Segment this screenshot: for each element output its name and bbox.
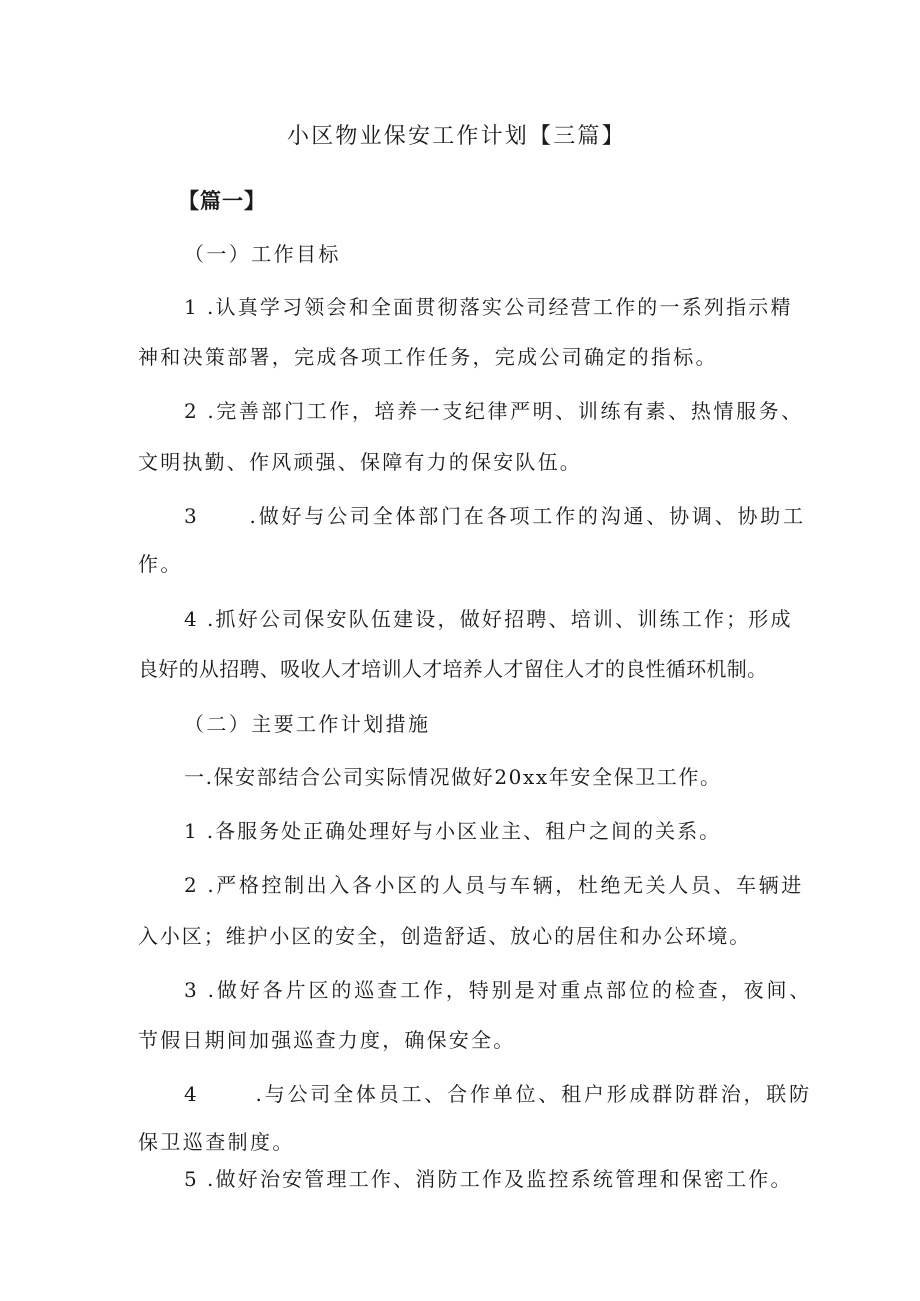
- measure-item-2-line1: .严格控制出入各小区的人员与车辆，杜绝无关人员、车辆进: [207, 873, 804, 897]
- measure-item-2-number: 2: [184, 873, 200, 897]
- measure-item-4-line1: .与公司全体员工、合作单位、租户形成群防群治，联防: [255, 1082, 812, 1106]
- goal-item-4-line1: .抓好公司保安队伍建设，做好招聘、培训、训练工作；形成: [206, 607, 793, 631]
- goal-item-3-number: 3: [184, 504, 200, 528]
- measure-item-4: [184, 1080, 812, 1108]
- goal-item-2-line2: 文明执勤、作风顽强、保障有力的保安队伍。: [138, 450, 582, 474]
- goal-item-4-number: 4: [184, 607, 199, 631]
- goal-item-3-line1: .做好与公司全体部门在各项工作的沟通、协调、协助工: [249, 504, 806, 528]
- measure-item-3-number: 3: [184, 978, 200, 1002]
- part1-heading: （一）工作目标: [184, 242, 341, 266]
- measure-item-4-line2: 保卫巡查制度。: [138, 1130, 295, 1154]
- goal-item-1: [184, 293, 793, 321]
- measure-item-2-line2: 入小区；维护小区的安全，创造舒适、放心的居住和办公环境。: [138, 924, 752, 948]
- measure-item-5-line1: .做好治安管理工作、消防工作及监控系统管理和保密工作。: [206, 1167, 793, 1191]
- measure-item-2: [184, 871, 804, 899]
- measure-item-1-line1: .各服务处正确处理好与小区业主、租户之间的关系。: [206, 819, 722, 843]
- goal-item-1-line2: 神和决策部署，完成各项工作任务，完成公司确定的指标。: [138, 345, 718, 369]
- goal-item-2: [184, 397, 804, 425]
- goal-item-3: [184, 502, 806, 530]
- measure-item-5: [184, 1165, 793, 1193]
- section-heading: 【篇一】: [178, 188, 266, 213]
- measure-item-1-number: 1: [184, 819, 199, 843]
- goal-item-4-line2: 良好的从招聘、吸收人才培训人才培养人才留住人才的良性循环机制。: [138, 657, 768, 681]
- measure-item-3: [184, 976, 812, 1004]
- goal-item-3-line2: 作。: [138, 552, 183, 576]
- document-title: 小区物业保安工作计划【三篇】: [287, 124, 626, 149]
- measure-item-3-line2: 节假日期间加强巡查力度，确保安全。: [138, 1028, 516, 1052]
- measure-item-5-number: 5: [184, 1167, 199, 1191]
- measure-subheading: 一.保安部结合公司实际情况做好20xx年安全保卫工作。: [184, 765, 722, 789]
- measure-item-3-line1: .做好各片区的巡查工作，特别是对重点部位的检查，夜间、: [207, 978, 813, 1002]
- goal-item-1-number: 1: [184, 295, 199, 319]
- measure-item-4-number: 4: [184, 1082, 200, 1106]
- goal-item-1-line1: .认真学习领会和全面贯彻落实公司经营工作的一系列指示精: [206, 295, 793, 319]
- measure-item-1: [184, 817, 721, 845]
- goal-item-2-line1: .完善部门工作，培养一支纪律严明、训练有素、热情服务、: [207, 399, 804, 423]
- goal-item-2-number: 2: [184, 399, 200, 423]
- part2-heading: （二）主要工作计划措施: [184, 712, 431, 736]
- goal-item-4: [184, 605, 793, 633]
